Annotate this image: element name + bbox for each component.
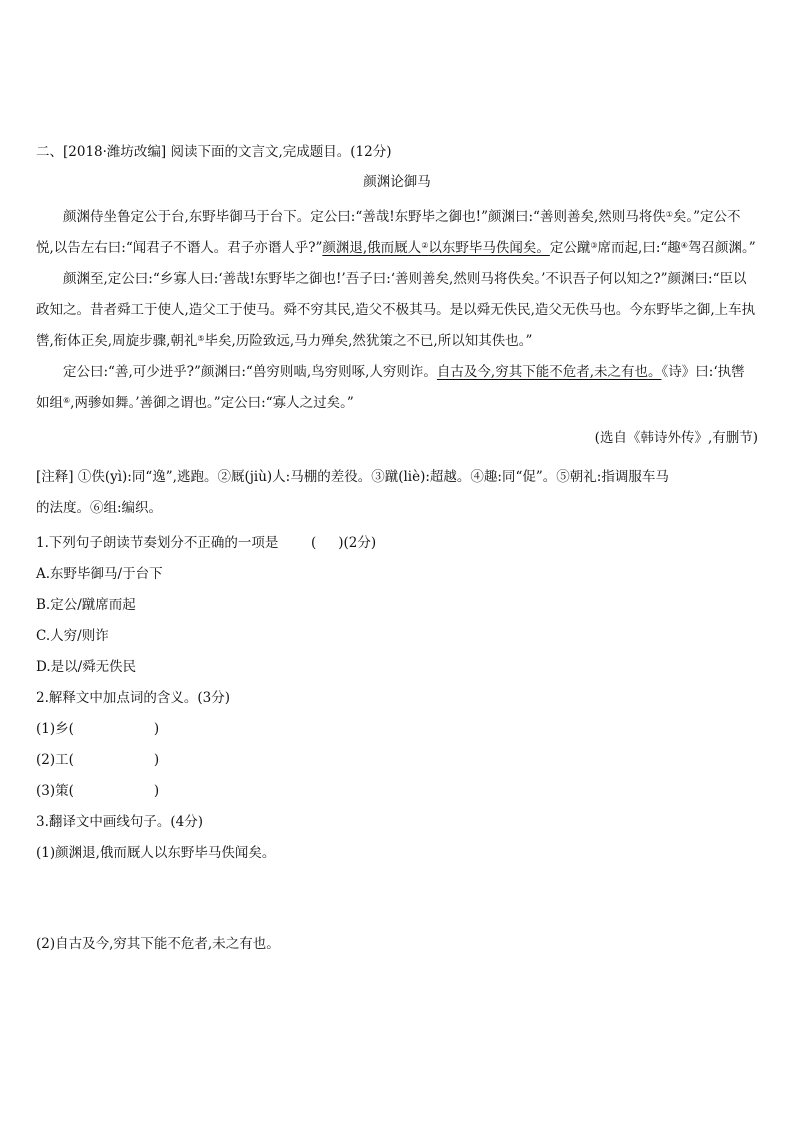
annotations: [36, 462, 758, 524]
footnote-marker-2: ②: [421, 241, 429, 250]
option-c: C.人穷/则诈: [36, 628, 109, 644]
annotation-line-2: 的法度。⑥组:编织。: [36, 500, 163, 516]
item-2-label: (2)工(: [36, 752, 74, 768]
section-heading: 二、[2018·潍坊改编] 阅读下面的文言文,完成题目。(12分): [36, 144, 392, 160]
question-2-item-3: [36, 776, 758, 807]
passage-paragraph-1: [36, 202, 758, 264]
question-2: [36, 683, 758, 807]
footnote-marker-1: ①: [665, 210, 673, 219]
question-2-stem: 2.解释文中加点词的含义。(3分): [36, 690, 231, 706]
underlined-sentence-2: 自古及今,穷其下能不危者,未之有也。: [436, 364, 662, 380]
translation-item-2: (2)自古及今,穷其下能不危者,未之有也。: [36, 936, 280, 952]
question-1: [36, 528, 758, 683]
question-3-stem: 3.翻译文中画线句子。(4分): [36, 814, 204, 830]
item-2-close: ): [153, 752, 160, 768]
translation-item-1: (1)颜渊退,俄而厩人以东野毕马佚闻矣。: [36, 845, 276, 861]
question-3: [36, 807, 758, 960]
p1-underline-a: 颜渊退,俄而厩人: [322, 240, 422, 256]
p2-text-d: 毕矣,历险致远,马力殚矣,然犹策之不已,所以知其佚也。”: [204, 333, 533, 349]
item-3-close: ): [153, 783, 160, 799]
answer-paren-close: )(2分): [338, 535, 377, 551]
annotation-line-1: [注释] ①佚(yì):同“逸”,逃跑。②厩(jiù)人:马棚的差役。③蹴(liè):超越。④趣:同“促”。⑤朝礼:指调服车马: [36, 469, 669, 485]
p1-text-b: 矣。”定公不悦,以告左右曰:“闻君子不谮人。君子亦谮人乎?”: [36, 209, 741, 256]
item-1-label: (1)乡(: [36, 721, 74, 737]
p3-text-c: 曰:‘执辔如组: [36, 364, 745, 411]
option-d: D.是以/舜无佚民: [36, 659, 137, 675]
p1-text-a: 颜渊侍坐鲁定公于台,东野毕御马于台下。定公曰:“善哉!东野毕之御也!”颜渊曰:“善则善矣,然则马将佚: [63, 209, 666, 225]
footnote-marker-5: ⑤: [197, 334, 205, 343]
item-3-label: (3)策(: [36, 783, 74, 799]
p3-text-d: ,两骖如舞。’善御之谓也。”定公曰:“寡人之过矣。”: [70, 395, 354, 411]
option-b: B.定公/蹴席而起: [36, 597, 136, 613]
question-2-item-2: [36, 745, 758, 776]
footnote-marker-4: ④: [680, 241, 688, 250]
answer-space-1[interactable]: [36, 869, 758, 929]
question-2-item-1: [36, 714, 758, 745]
p3-text-b: 《诗》: [661, 364, 696, 380]
p2-text-b: 颜渊曰:“臣以政知之。昔者舜工于使人,造父工于使马。舜不穷其民,造父不极其马。是以舜无佚民,造父无佚马也。: [36, 271, 747, 318]
underlined-sentence-1: [322, 240, 549, 256]
question-1-stem-line: [36, 528, 758, 559]
p1-text-e: 驾召颜渊。”: [687, 240, 756, 256]
p2-text-a: 颜渊至,定公曰:“乡寡人曰:‘善哉!东野毕之御也!’吾子曰:‘善则善矣,然则马将佚矣。’不识吾子何以知之?”: [63, 271, 668, 287]
passage-title: 颜渊论御马: [363, 174, 431, 190]
footnote-marker-3: ③: [590, 241, 598, 250]
p3-text-a: 定公曰:“善,可少进乎?”颜渊曰:“兽穷则啮,鸟穷则啄,人穷则诈。: [63, 364, 437, 380]
passage-paragraph-2: [36, 264, 758, 357]
option-a: A.东野毕御马/于台下: [36, 566, 163, 582]
question-1-stem: 1.下列句子朗读节奏划分不正确的一项是: [36, 535, 279, 551]
source-citation: (选自《韩诗外传》,有删节): [594, 430, 758, 446]
footnote-marker-6: ⑥: [63, 396, 71, 405]
p2-text-c: 今东野毕之御,上车执辔,衔体正矣,周旋步骤,朝礼: [36, 302, 756, 349]
p1-underline-b: 以东野毕马佚闻矣。: [428, 240, 550, 256]
p1-text-d: 席而起,曰:“趣: [597, 240, 681, 256]
passage-paragraph-3: [36, 357, 758, 419]
p1-text-c: 定公蹴: [549, 240, 591, 256]
answer-paren-open: (: [310, 535, 317, 551]
item-1-close: ): [153, 721, 160, 737]
exam-page: [36, 142, 758, 960]
